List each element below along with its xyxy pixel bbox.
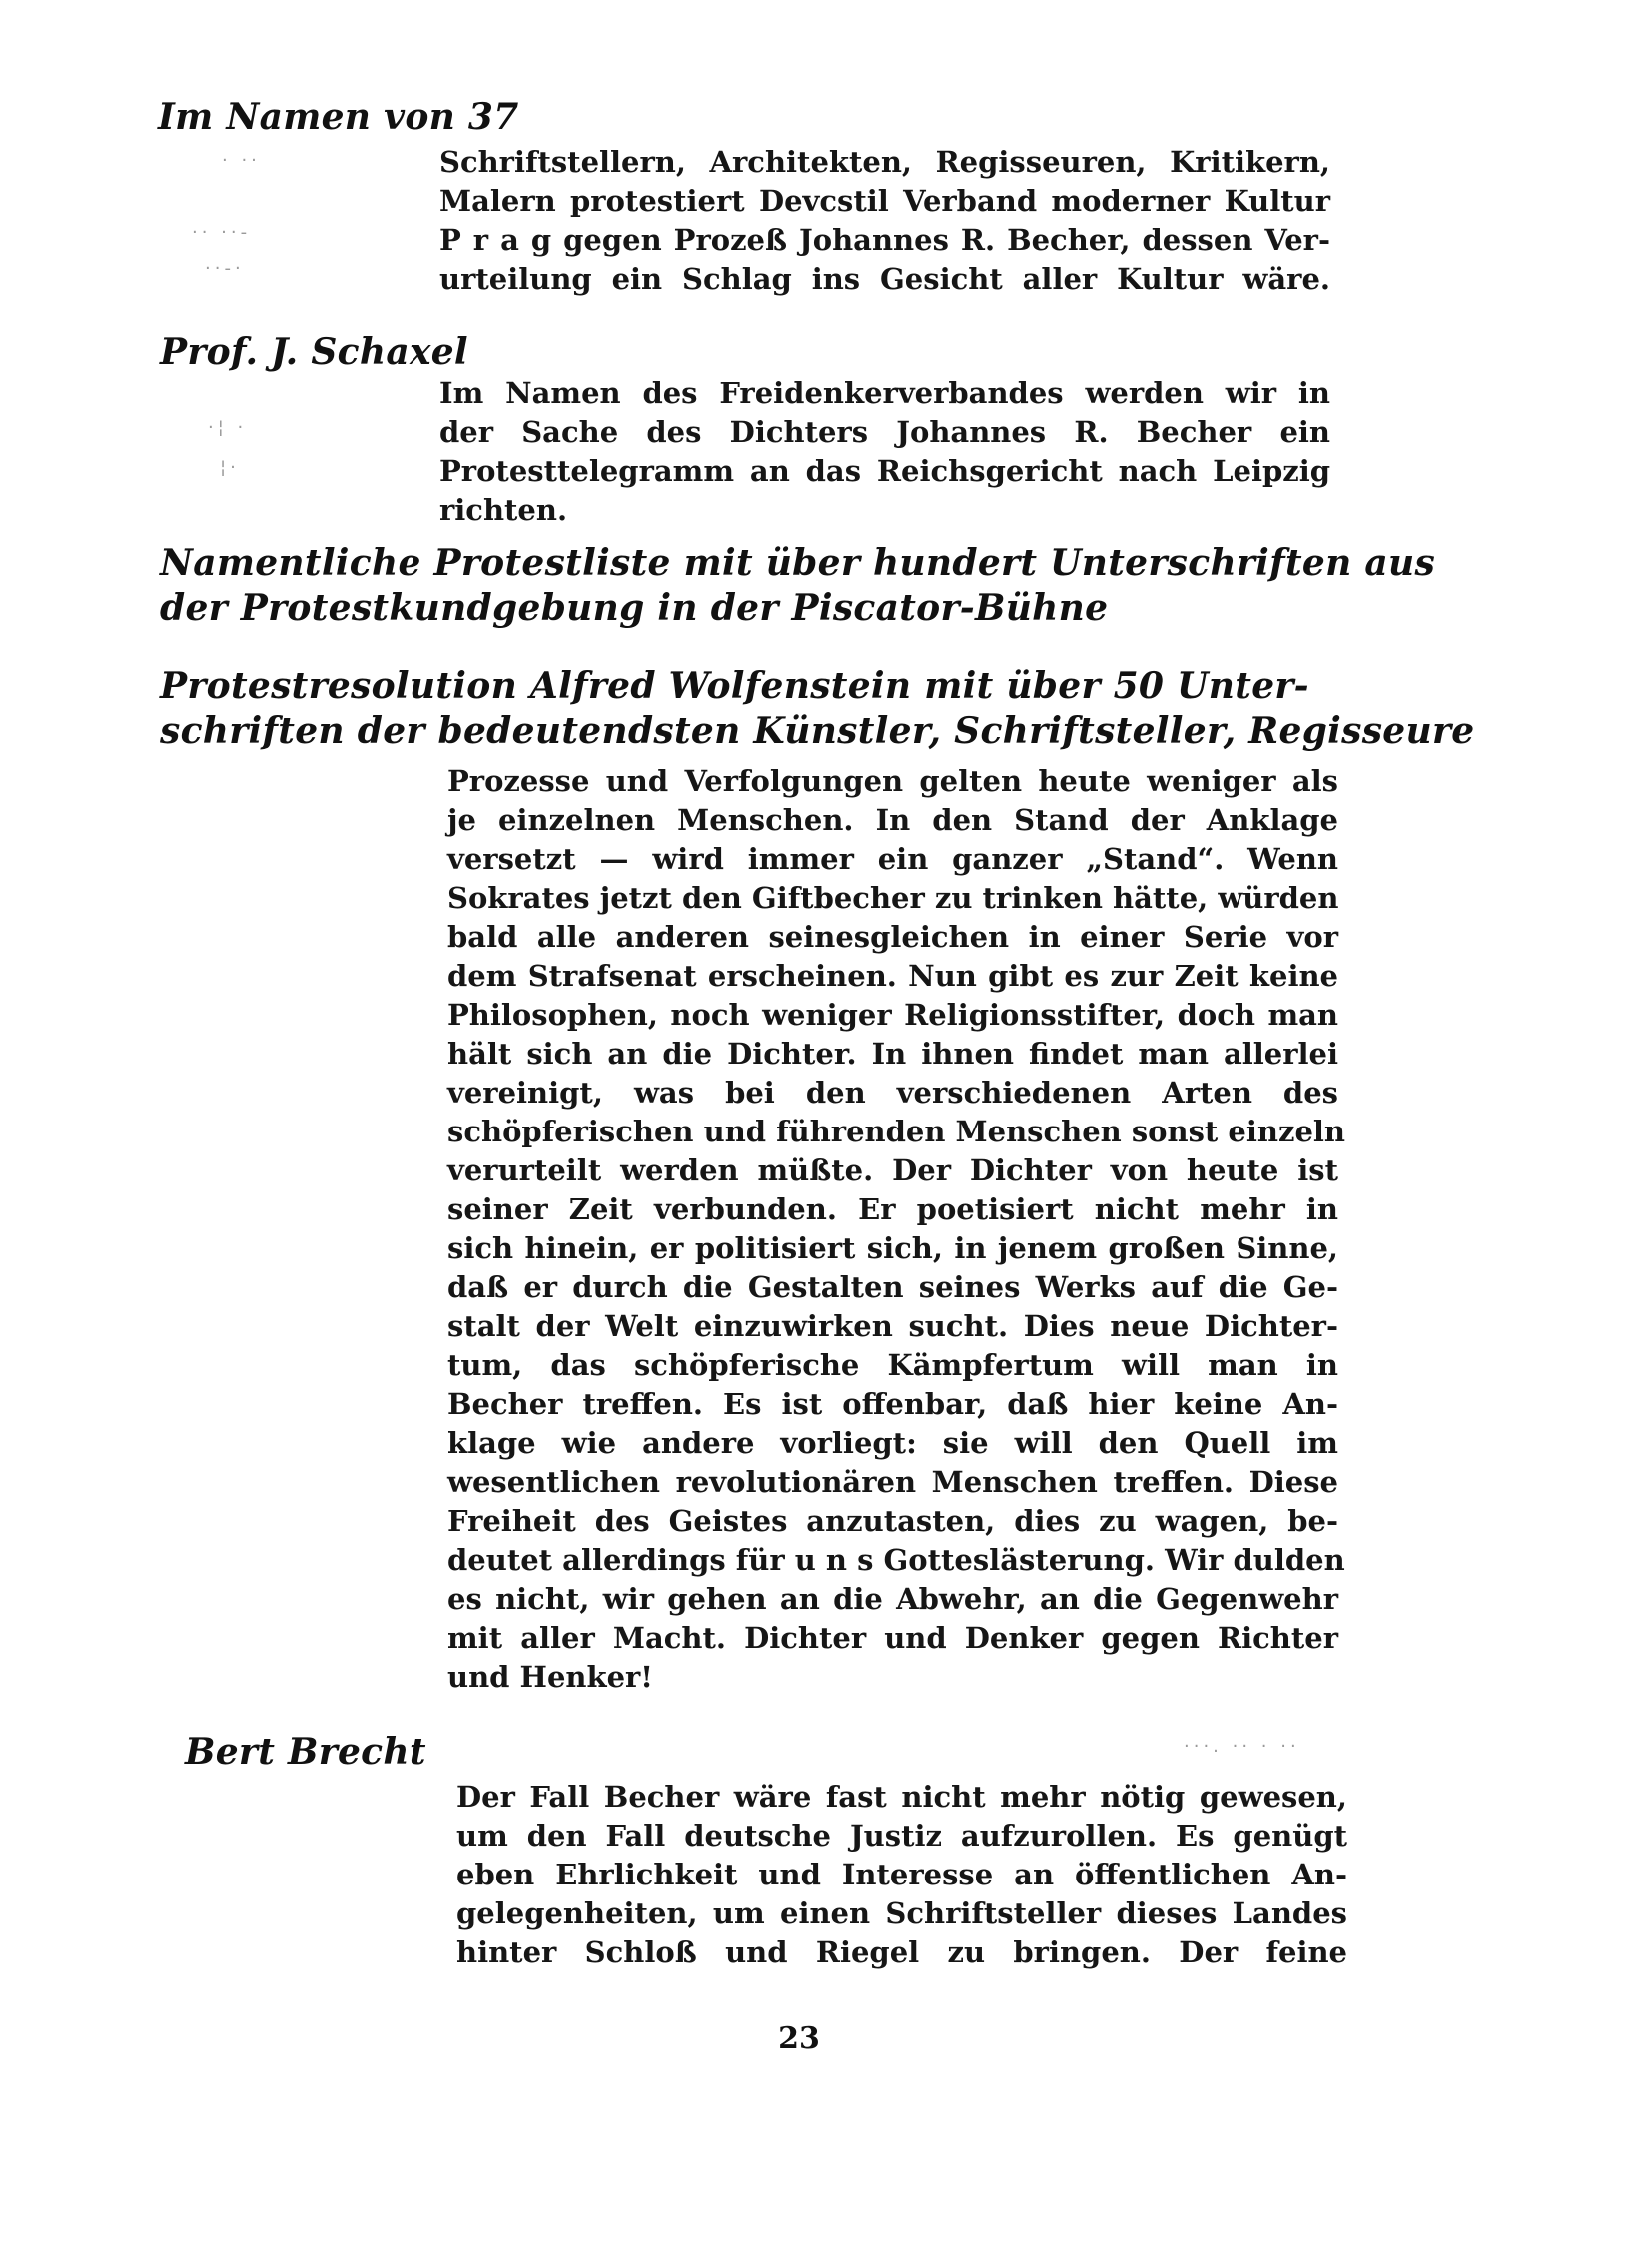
heading-line: Namentliche Protestliste mit über hundert Unterschriften aus (160, 542, 1436, 584)
body-im-namen-von-37 (439, 143, 1330, 299)
text-line: bald alle anderen seinesgleichen in einer Serie vor (447, 920, 1338, 954)
text-line: dem Strafsenat erscheinen. Nun gibt es zur Zeit keine (447, 959, 1338, 993)
text-line: tum, das schöpferische Kämpfertum will man in (447, 1348, 1338, 1382)
text-line: schöpferischen und führenden Menschen sonst einzeln (447, 1115, 1345, 1148)
text-line: deutet allerdings für u n s Gotteslästerung. Wir dulden (447, 1543, 1345, 1577)
heading-line: Protestresolution Alfred Wolfenstein mit über 50 Unter- (160, 665, 1309, 707)
text-line: hält sich an die Dichter. In ihnen findet man allerlei (447, 1037, 1338, 1071)
text-line: Prozesse und Verfolgungen gelten heute weniger als (447, 764, 1338, 798)
text-line: mit aller Macht. Dichter und Denker gegen Richter (447, 1621, 1338, 1655)
text-line: es nicht, wir gehen an die Abwehr, an die Gegenwehr (447, 1582, 1338, 1616)
text-line: der Sache des Dichters Johannes R. Becher ein (439, 415, 1330, 449)
body-prof-schaxel (439, 375, 1330, 530)
text-line: klage wie andere vorliegt: sie will den Quell im (447, 1426, 1338, 1460)
text-line: Becher treffen. Es ist offenbar, daß hier keine An- (447, 1387, 1338, 1421)
text-line: Protesttelegramm an das Reichsgericht nach Leipzig (439, 454, 1330, 488)
text-line: urteilung ein Schlag ins Gesicht aller Kultur wäre. (439, 262, 1330, 296)
text-line: Malern protestiert Devcstil Verband moderner Kultur (439, 184, 1330, 218)
margin-specks: ·¦ · (208, 417, 248, 438)
body-bert-brecht (456, 1778, 1347, 1972)
text-line: richten. (439, 493, 568, 527)
text-line: Im Namen des Freidenkerverbandes werden wir in (439, 376, 1330, 410)
heading-im-namen-von-37: Im Namen von 37 (158, 96, 519, 138)
heading-protestresolution-wolfenstein (160, 664, 1475, 754)
text-line: Sokrates jetzt den Giftbecher zu trinken hätte, würden (447, 881, 1339, 915)
text-line: hinter Schloß und Riegel zu bringen. Der feine (456, 1935, 1347, 1969)
text-line: stalt der Welt einzuwirken sucht. Dies neue Dichter- (447, 1309, 1338, 1343)
text-line: Schriftstellern, Architekten, Regisseuren, Kritikern, (439, 145, 1330, 179)
text-line: wesentlichen revolutionären Menschen treffen. Diese (447, 1465, 1338, 1499)
text-line: gelegenheiten, um einen Schriftsteller dieses Landes (456, 1896, 1347, 1930)
text-line: P r a g gegen Prozeß Johannes R. Becher, dessen Ver- (439, 223, 1330, 257)
heading-line: der Protestkundgebung in der Piscator-Bühne (160, 587, 1109, 629)
text-line: je einzelnen Menschen. In den Stand der Anklage (447, 803, 1338, 837)
body-protestresolution-wolfenstein (447, 762, 1345, 1697)
text-line: sich hinein, er politisiert sich, in jenem großen Sinne, (447, 1231, 1338, 1265)
margin-specks: ·· ··- (192, 222, 252, 243)
page-number: 23 (778, 2021, 820, 2056)
heading-line: schriften der bedeutendsten Künstler, Schriftsteller, Regisseure (160, 710, 1475, 752)
text-line: Der Fall Becher wäre fast nicht mehr nötig gewesen, (456, 1780, 1347, 1814)
heading-prof-schaxel: Prof. J. Schaxel (160, 331, 468, 373)
margin-specks: ···. ·· · ·· (1184, 1736, 1300, 1757)
text-line: Philosophen, noch weniger Religionsstifter, doch man (447, 998, 1338, 1032)
text-line: seiner Zeit verbunden. Er poetisiert nicht mehr in (447, 1192, 1338, 1226)
text-line: und Henker! (447, 1660, 654, 1694)
margin-specks: ··-· (205, 258, 245, 279)
text-line: versetzt — wird immer ein ganzer „Stand“. Wenn (447, 842, 1338, 876)
text-line: daß er durch die Gestalten seines Werks auf die Ge- (447, 1270, 1338, 1304)
margin-specks: · ·· (222, 150, 261, 171)
text-line: verurteilt werden müßte. Der Dichter von heute ist (447, 1153, 1338, 1187)
heading-bert-brecht: Bert Brecht (185, 1731, 426, 1773)
text-line: um den Fall deutsche Justiz aufzurollen. Es genügt (456, 1819, 1347, 1853)
text-line: vereinigt, was bei den verschiedenen Arten des (447, 1076, 1338, 1110)
margin-specks: ¦· (220, 457, 240, 478)
text-line: Freiheit des Geistes anzutasten, dies zu wagen, be- (447, 1504, 1338, 1538)
text-line: eben Ehrlichkeit und Interesse an öffentlichen An- (456, 1858, 1347, 1891)
heading-namentliche-protestliste (160, 541, 1436, 631)
